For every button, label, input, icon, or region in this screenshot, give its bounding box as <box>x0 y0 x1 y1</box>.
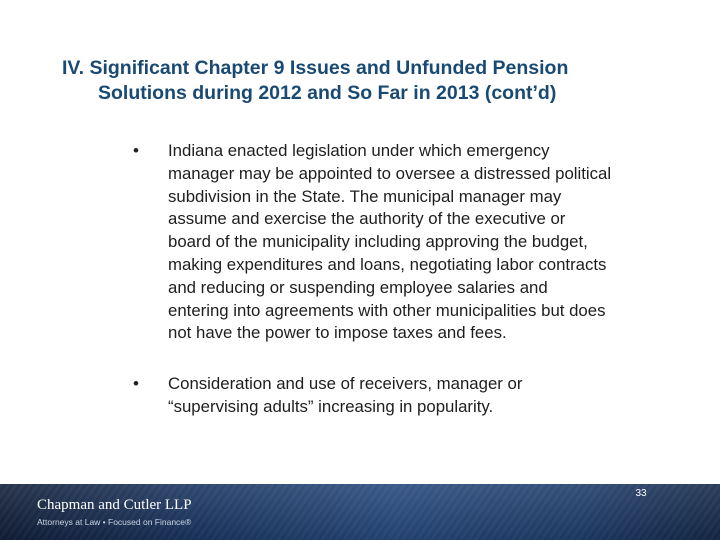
firm-tagline: Attorneys at Law • Focused on Finance® <box>37 517 192 527</box>
page-number: 33 <box>635 488 647 499</box>
bullet-text: Consideration and use of receivers, manager or “supervising adults” increasing in popularity. <box>168 374 523 416</box>
bullet-text: Indiana enacted legislation under which emergency manager may be appointed to oversee a distressed political subdivision in the State. The municipal manager may assume and exercise the authority of the executive or board of the municipality including approving the budget, making expenditures and loans, negotiating labor contracts and reducing or suspending employee salaries and entering into agreements with other municipalities but does not have the power to impose taxes and fees. <box>168 141 612 343</box>
footer-band <box>0 484 720 540</box>
bullet-marker: • <box>133 141 139 160</box>
firm-logo <box>37 496 192 528</box>
slide-title <box>62 56 702 106</box>
slide-title-line-1: IV. Significant Chapter 9 Issues and Unfunded Pension <box>62 57 569 79</box>
slide-title-line-2: Solutions during 2012 and So Far in 2013 (cont’d) <box>98 82 557 104</box>
firm-name: Chapman and Cutler LLP <box>37 497 192 513</box>
bullet-marker: • <box>133 374 139 393</box>
